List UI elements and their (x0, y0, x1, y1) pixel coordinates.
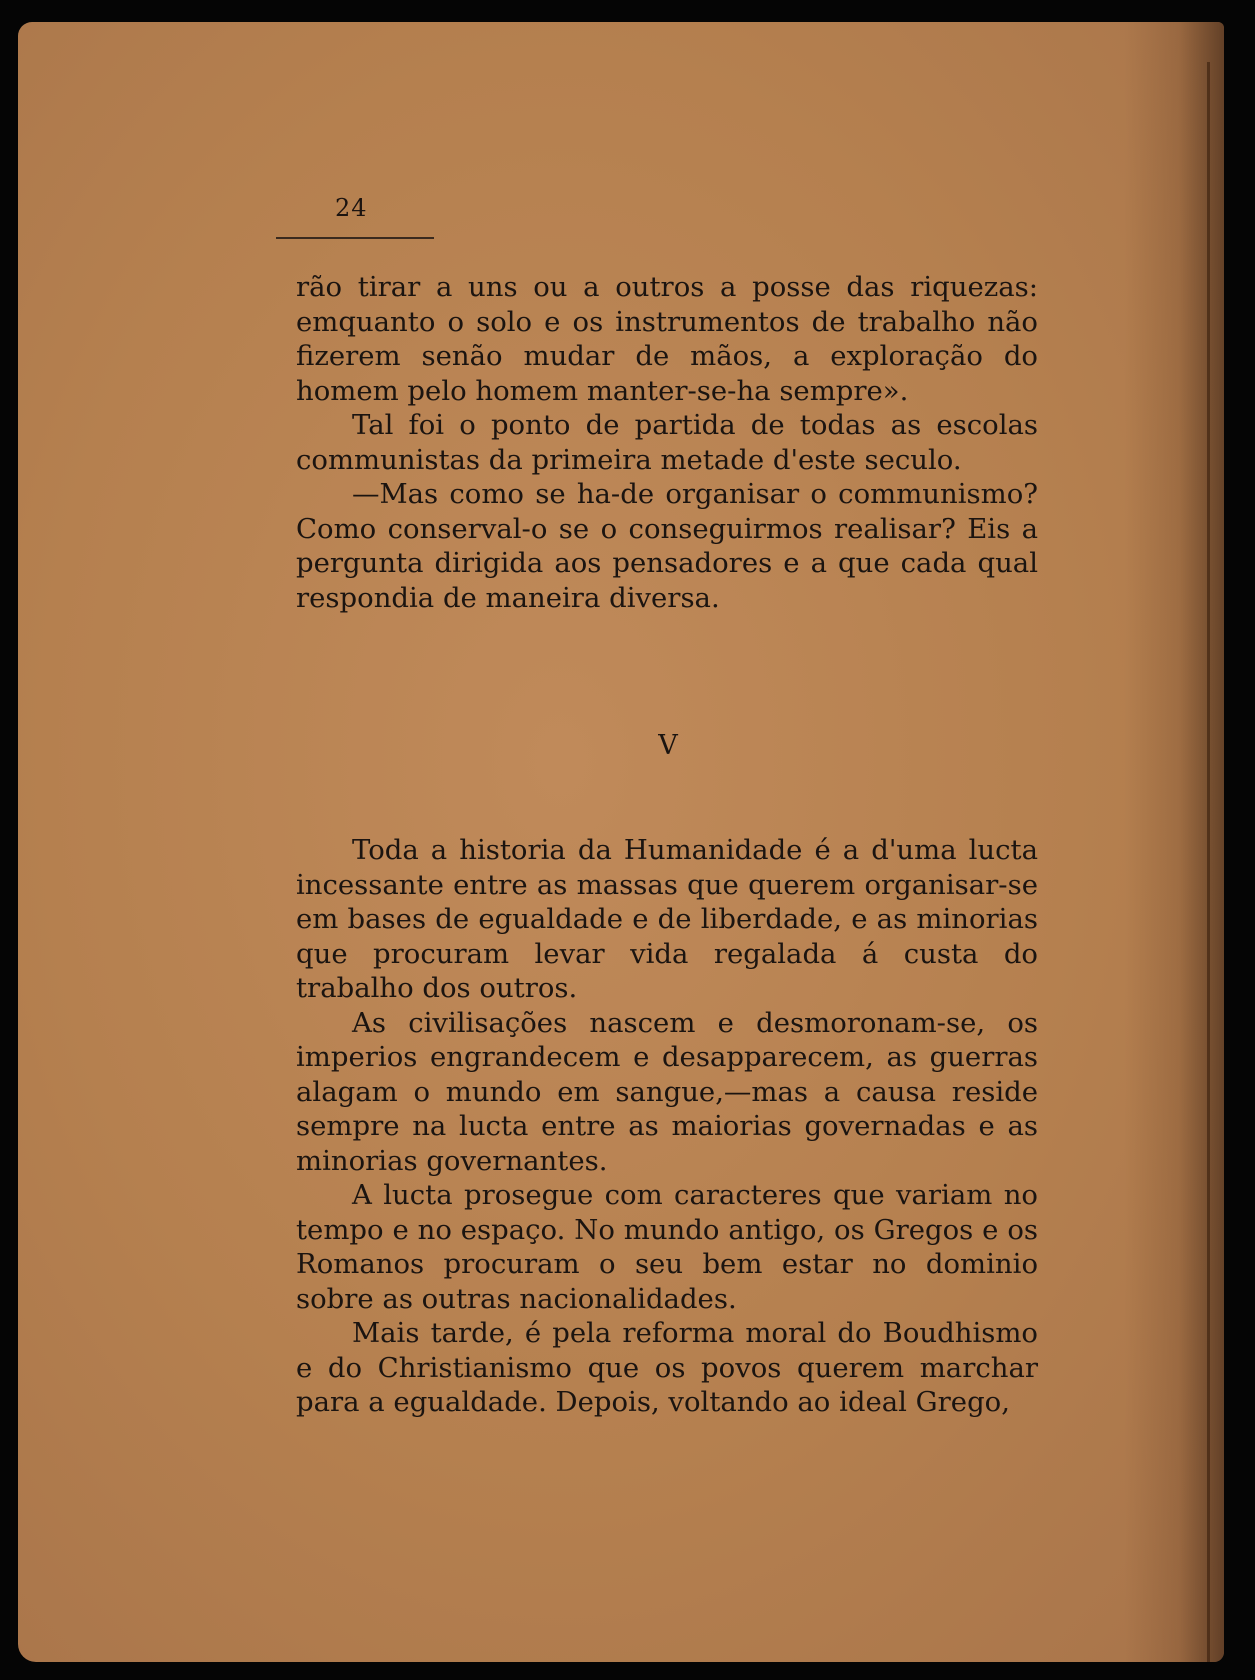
text-block-bottom (296, 833, 1038, 1420)
page-number: 24 (335, 194, 368, 222)
book-page (18, 22, 1224, 1662)
paragraph: Mais tarde, é pela reforma moral do Boudhismo e do Christianismo que os povos querem marchar para a egualdade. Depois, voltando ao ideal Grego, (296, 1317, 1038, 1418)
paragraph: Tal foi o ponto de partida de todas as escolas communistas da primeira metade d'este seculo. (296, 409, 1038, 476)
paragraph: As civilisações nascem e desmoronam-se, os imperios engrandecem e desapparecem, as guerras alagam o mundo em sangue,—mas a causa reside sempre na lucta entre as maiorias governadas e as minorias governantes. (296, 1006, 1038, 1177)
header-rule (276, 237, 434, 239)
paragraph: Toda a historia da Humanidade é a d'uma lucta incessante entre as massas que querem organisar-se em bases de egualdade e de liberdade, e as minorias que procuram levar vida regalada á custa do trabalho dos outros. (296, 834, 1038, 1004)
paragraph: —Mas como se ha-de organisar o communismo? Como conserval-o se o conseguirmos realisar? Eis a pergunta dirigida aos pensadores e a que cada qual respondia de maneira diversa. (296, 478, 1038, 614)
paragraph: rão tirar a uns ou a outros a posse das riquezas: emquanto o solo e os instrumentos de trabalho não fizerem senão mudar de mãos, a exploração do homem pelo homem manter-se-ha sempre». (296, 271, 1038, 407)
text-block-top (296, 270, 1038, 615)
paragraph: A lucta prosegue com caracteres que variam no tempo e no espaço. No mundo antigo, os Gregos e os Romanos procuram o seu bem estar no dominio sobre as outras nacionalidades. (296, 1179, 1038, 1315)
section-heading: V (658, 730, 678, 761)
page-fold-line (1207, 62, 1210, 1662)
